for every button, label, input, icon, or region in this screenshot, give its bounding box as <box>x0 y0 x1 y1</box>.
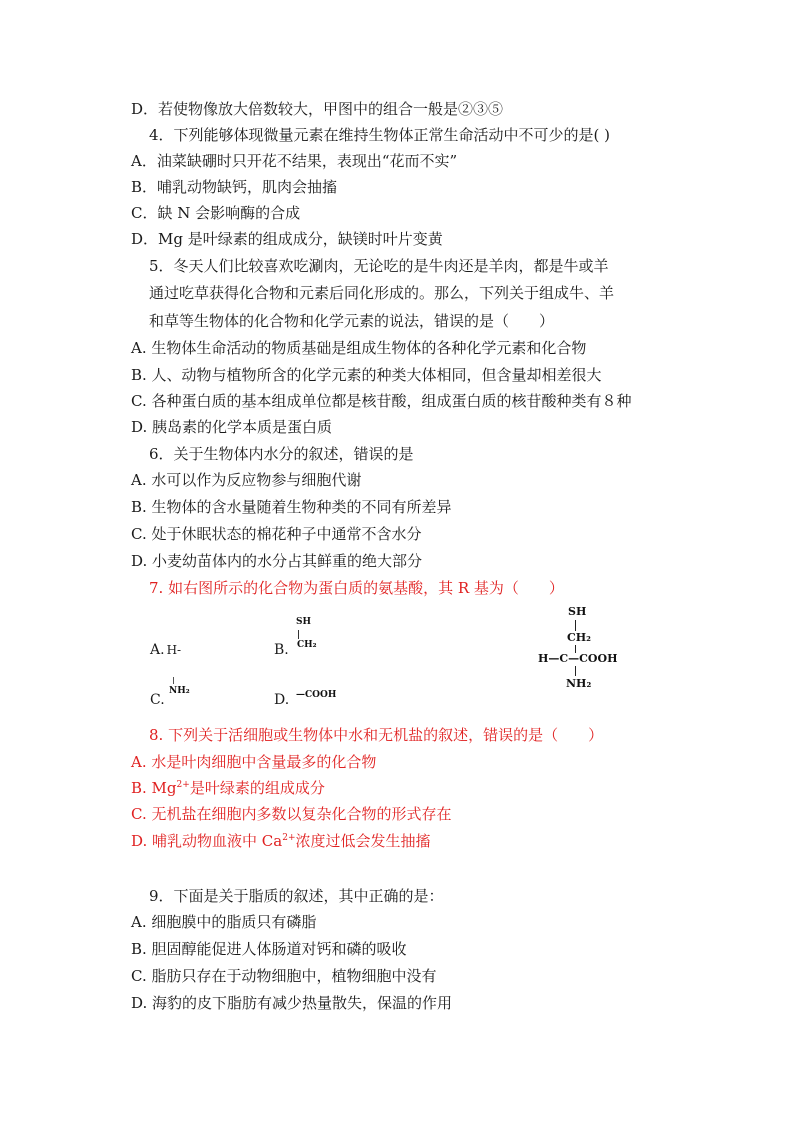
q9-option-b: B. 胆固醇能促进人体肠道对钙和磷的吸收 <box>131 940 407 958</box>
q8-stem: 8. 下列关于活细胞或生物体中水和无机盐的叙述，错误的是（ ） <box>149 726 604 744</box>
q7-option-d-label: D. <box>274 692 290 708</box>
q7-option-b-bond <box>298 630 299 639</box>
q6-option-a: A. 水可以作为反应物参与细胞代谢 <box>131 471 362 489</box>
struct-main-row: H—C—COOH <box>538 652 618 665</box>
q7-option-d-formula: —COOH <box>296 690 337 700</box>
q4-stem: 4．下列能够体现微量元素在维持生物体正常生命活动中不可少的是( ) <box>149 126 611 144</box>
struct-ch2: CH₂ <box>567 631 591 644</box>
q7-option-c-formula: NH₂ <box>169 686 190 696</box>
q6-stem: 6．关于生物体内水分的叙述，错误的是 <box>149 445 414 463</box>
q5-option-c: C. 各种蛋白质的基本组成单位都是核苷酸，组成蛋白质的核苷酸种类有８种 <box>131 392 632 410</box>
q5-option-b: B. 人、动物与植物所含的化学元素的种类大体相同，但含量却相差很大 <box>131 366 602 384</box>
q7-stem: 7. 如右图所示的化合物为蛋白质的氨基酸，其 R 基为（ ） <box>149 579 564 597</box>
q8-option-b-sup: 2+ <box>176 780 190 790</box>
q9-option-a: A. 细胞膜中的脂质只有磷脂 <box>131 913 317 931</box>
q8-option-d-post: 浓度过低会发生抽搐 <box>295 832 431 850</box>
q5-option-d: D. 胰岛素的化学本质是蛋白质 <box>131 418 333 436</box>
q8-option-d <box>131 831 431 851</box>
struct-nh2: NH₂ <box>566 677 592 690</box>
q9-option-c: C. 脂肪只存在于动物细胞中，植物细胞中没有 <box>131 967 437 985</box>
q3-option-d: D．若使物像放大倍数较大，甲图中的组合一般是②③⑤ <box>131 100 504 118</box>
q8-option-d-pre: D. 哺乳动物血液中 Ca <box>131 832 283 850</box>
q7-option-c-label: C. <box>150 692 165 708</box>
q8-option-a: A. 水是叶肉细胞中含量最多的化合物 <box>131 753 377 771</box>
q5-stem-line2: 通过吃草获得化合物和元素后同化形成的。那么，下列关于组成牛、羊 <box>149 284 615 302</box>
q7-option-a-formula: H- <box>166 643 182 657</box>
q5-stem-line3: 和草等生物体的化合物和化学元素的说法，错误的是（ ） <box>149 312 555 330</box>
q7-option-a-label: A. <box>150 642 165 658</box>
q8-option-c: C. 无机盐在细胞内多数以复杂化合物的形式存在 <box>131 805 452 823</box>
q6-option-d: D. 小麦幼苗体内的水分占其鲜重的绝大部分 <box>131 552 423 570</box>
q4-option-d: D．Mg 是叶绿素的组成成分，缺镁时叶片变黄 <box>131 230 443 248</box>
struct-bond-3 <box>575 666 576 676</box>
q7-option-b-label: B. <box>274 642 289 658</box>
q5-option-a: A. 生物体生命活动的物质基础是组成生物体的各种化学元素和化合物 <box>131 339 587 357</box>
q7-option-a <box>150 640 181 660</box>
q7-option-b-sh: SH <box>296 617 312 627</box>
q9-stem: 9．下面是关于脂质的叙述，其中正确的是： <box>149 887 444 905</box>
q4-option-b: B．哺乳动物缺钙，肌肉会抽搐 <box>131 178 338 196</box>
q6-option-b: B. 生物体的含水量随着生物种类的不同有所差异 <box>131 498 452 516</box>
struct-sh: SH <box>568 605 587 618</box>
q5-stem-line1: 5．冬天人们比较喜欢吃涮肉，无论吃的是牛肉还是羊肉，都是牛或羊 <box>149 257 609 275</box>
q8-option-b <box>131 778 325 798</box>
q8-option-b-pre: B. Mg <box>131 779 177 797</box>
q6-option-c: C. 处于休眠状态的棉花种子中通常不含水分 <box>131 525 422 543</box>
q8-option-d-sup: 2+ <box>282 833 296 843</box>
q9-option-d: D. 海豹的皮下脂肪有减少热量散失，保温的作用 <box>131 994 453 1012</box>
q7-option-b-formula: CH₂ <box>297 640 317 650</box>
struct-bond-1 <box>575 620 576 631</box>
q4-option-a: A．油菜缺硼时只开花不结果，表现出“花而不实” <box>131 152 458 170</box>
q4-option-c: C．缺 N 会影响酶的合成 <box>131 204 301 222</box>
q8-option-b-post: 是叶绿素的组成成分 <box>189 779 325 797</box>
q7-option-c-bond <box>173 677 174 684</box>
